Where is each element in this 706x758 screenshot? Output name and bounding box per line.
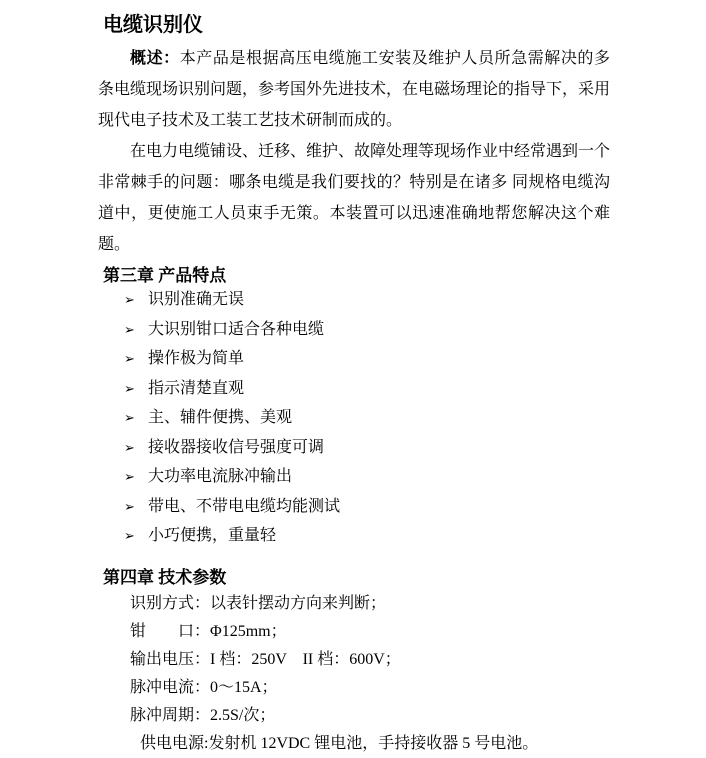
bullet-arrow-icon: ➢ bbox=[124, 470, 135, 485]
parameter-line: 供电电源:发射机 12VDC 锂电池，手持接收器 5 号电池。 bbox=[140, 734, 539, 752]
bullet-arrow-icon: ➢ bbox=[124, 440, 135, 456]
feature-list-item bbox=[124, 493, 610, 523]
feature-list-item bbox=[124, 404, 610, 434]
chapter4-heading: 第四章 技术参数 bbox=[103, 567, 227, 587]
overview-label: 概述： bbox=[130, 50, 180, 67]
bullet-arrow-icon: ➢ bbox=[124, 381, 135, 397]
feature-text: 指示清楚直观 bbox=[148, 379, 245, 397]
intro-paragraph: 在电力电缆铺设、迁移、维护、故障处理等现场作业中经常遇到一个非常棘手的问题：哪条电缆是我们要找的？特别是在诸多 同规格电缆沟道中，更使施工人员束手无策。本装置可以迅速准确地帮您解决这个难题。 bbox=[98, 143, 611, 253]
feature-text: 主、辅件便携、美观 bbox=[148, 409, 293, 426]
feature-list-item bbox=[124, 375, 610, 405]
feature-list-item bbox=[124, 345, 610, 375]
feature-list bbox=[98, 286, 610, 552]
feature-list-item bbox=[124, 316, 610, 346]
feature-list-item bbox=[124, 286, 610, 316]
bullet-arrow-icon: ➢ bbox=[124, 352, 135, 367]
parameter-line: 脉冲电流：0～15A； bbox=[130, 678, 278, 696]
bullet-arrow-icon: ➢ bbox=[124, 293, 135, 308]
feature-text: 小巧便携，重量轻 bbox=[148, 527, 277, 544]
feature-text: 大识别钳口适合各种电缆 bbox=[148, 320, 325, 338]
overview-text: 本产品是根据高压电缆施工安装及维护人员所急需解决的多条电缆现场识别问题，参考国外先进技术，在电磁场理论的指导下，采用现代电子技术及工装工艺技术研制而成的。 bbox=[98, 50, 611, 129]
parameter-line: 钳 口：Φ125mm； bbox=[130, 622, 287, 640]
feature-text: 带电、不带电电缆均能测试 bbox=[148, 497, 341, 515]
parameter-line: 识别方式：以表针摆动方向来判断； bbox=[130, 594, 387, 612]
feature-text: 操作极为简单 bbox=[148, 350, 245, 367]
feature-list-item bbox=[124, 434, 610, 464]
bullet-arrow-icon: ➢ bbox=[124, 411, 135, 426]
parameter-list bbox=[98, 590, 610, 758]
feature-list-item bbox=[124, 463, 610, 493]
feature-list-item bbox=[124, 522, 610, 552]
bullet-arrow-icon: ➢ bbox=[124, 529, 135, 544]
bullet-arrow-icon: ➢ bbox=[124, 322, 135, 338]
overview-paragraph bbox=[98, 43, 610, 136]
chapter3-heading: 第三章 产品特点 bbox=[103, 266, 227, 285]
document-title: 电缆识别仪 bbox=[103, 14, 203, 36]
feature-text: 接收器接收信号强度可调 bbox=[148, 438, 325, 456]
feature-text: 大功率电流脉冲输出 bbox=[148, 468, 293, 485]
feature-text: 识别准确无误 bbox=[148, 291, 245, 308]
bullet-arrow-icon: ➢ bbox=[124, 499, 135, 515]
parameter-line: 脉冲周期：2.5S/次； bbox=[130, 706, 276, 724]
parameter-line: 输出电压：I 档：250V II 档：600V； bbox=[130, 650, 401, 668]
